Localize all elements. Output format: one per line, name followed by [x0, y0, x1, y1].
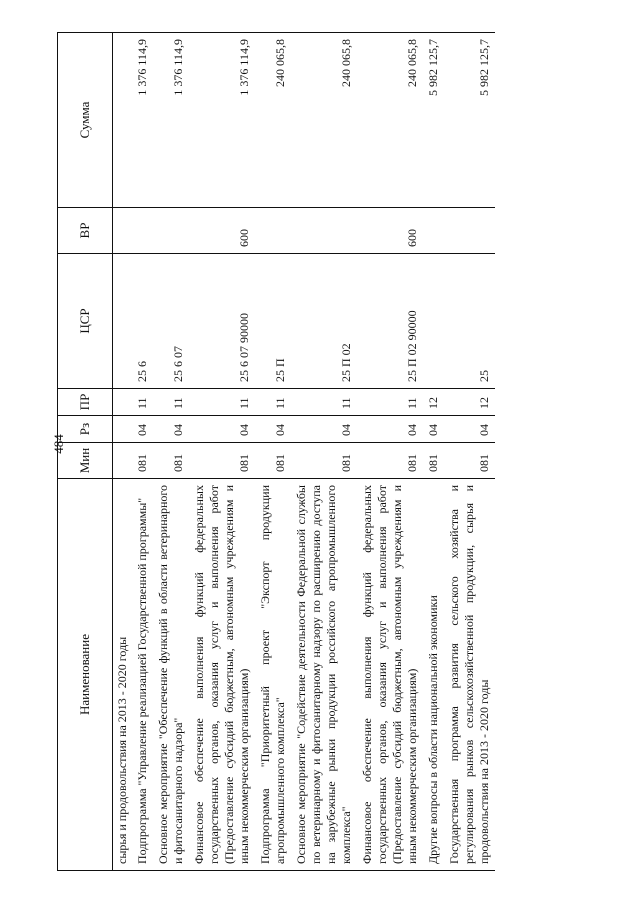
row-name: Государственная программа развития сельского хозяйства и регулирования рынков сельскохозяйственной продукции, сырья и продовольствия на 2013 - 2020 годы — [444, 479, 495, 871]
row-pr: 11 — [255, 389, 291, 416]
row-csr: 25 — [444, 254, 495, 389]
table-row — [113, 33, 133, 871]
row-pr: 11 — [132, 389, 153, 416]
row-name: Основное мероприятие "Содействие деятельности Федеральной службы по ветеринарному и фитосанитарному надзору по расширению доступа на зарубежные рынки продукции российского агропромышленного комплекса" — [291, 479, 357, 871]
row-min: 081 — [255, 443, 291, 479]
row-rz: 04 — [153, 416, 189, 443]
table-row — [291, 33, 357, 871]
row-sum: 1 376 114,9 — [153, 33, 189, 208]
row-sum: 5 982 125,7 — [444, 33, 495, 208]
row-csr: 25 П 02 90000 — [357, 254, 423, 389]
col-header-pr: ПР — [58, 389, 113, 416]
col-header-name: Наименование — [58, 479, 113, 871]
row-pr: 11 — [189, 389, 255, 416]
row-sum: 1 376 114,9 — [132, 33, 153, 208]
col-header-rz: Рз — [58, 416, 113, 443]
row-min: 081 — [189, 443, 255, 479]
table-header-row — [58, 33, 113, 871]
budget-table — [57, 32, 495, 871]
row-rz: 04 — [357, 416, 423, 443]
row-csr: 25 6 07 90000 — [189, 254, 255, 389]
row-csr: 25 П 02 — [291, 254, 357, 389]
row-name: Финансовое обеспечение выполнения функций федеральных государственных органов, оказания услуг и выполнения работ (Предоставление субсидий бюджетным, автономным учреждениям и иным некоммерческим организациям) — [357, 479, 423, 871]
table-row — [255, 33, 291, 871]
col-header-min: Мин — [58, 443, 113, 479]
row-sum: 5 982 125,7 — [423, 33, 444, 208]
row-sum: 240 065,8 — [291, 33, 357, 208]
row-min: 081 — [444, 443, 495, 479]
row-csr: 25 П — [255, 254, 291, 389]
row-min: 081 — [132, 443, 153, 479]
row-csr: 25 6 — [132, 254, 153, 389]
row-name: Подпрограмма "Управление реализацией Государственной программы" — [132, 479, 153, 871]
row-rz: 04 — [423, 416, 444, 443]
row-min: 081 — [357, 443, 423, 479]
row-rz: 04 — [189, 416, 255, 443]
col-header-csr: ЦСР — [58, 254, 113, 389]
row-vr — [153, 208, 189, 254]
table-row — [189, 33, 255, 871]
row-rz: 04 — [132, 416, 153, 443]
continuation-text: сырья и продовольствия на 2013 - 2020 годы — [113, 479, 133, 871]
row-min: 081 — [423, 443, 444, 479]
row-csr: 25 6 07 — [153, 254, 189, 389]
table-row — [132, 33, 153, 871]
table-row — [153, 33, 189, 871]
table-row — [357, 33, 423, 871]
page-number: 484 — [51, 434, 66, 454]
table-row — [423, 33, 444, 871]
row-name: Финансовое обеспечение выполнения функций федеральных государственных органов, оказания услуг и выполнения работ (Предоставление субсидий бюджетным, автономным учреждениям и иным некоммерческим организациям) — [189, 479, 255, 871]
row-rz: 04 — [291, 416, 357, 443]
row-sum: 1 376 114,9 — [189, 33, 255, 208]
rotated-page — [57, 33, 595, 871]
row-sum: 240 065,8 — [255, 33, 291, 208]
row-csr — [423, 254, 444, 389]
row-pr: 12 — [423, 389, 444, 416]
row-vr — [255, 208, 291, 254]
row-pr: 11 — [153, 389, 189, 416]
row-vr — [132, 208, 153, 254]
table-row — [444, 33, 495, 871]
row-pr: 11 — [357, 389, 423, 416]
row-min: 081 — [153, 443, 189, 479]
col-header-vr: ВР — [58, 208, 113, 254]
row-pr: 12 — [444, 389, 495, 416]
col-header-sum: Сумма — [58, 33, 113, 208]
row-rz: 04 — [444, 416, 495, 443]
row-name: Другие вопросы в области национальной экономики — [423, 479, 444, 871]
row-vr — [444, 208, 495, 254]
row-pr: 11 — [291, 389, 357, 416]
row-name: Основное мероприятие "Обеспечение функций в области ветеринарного и фитосанитарного надзора" — [153, 479, 189, 871]
row-vr — [291, 208, 357, 254]
row-vr: 600 — [189, 208, 255, 254]
row-rz: 04 — [255, 416, 291, 443]
row-min: 081 — [291, 443, 357, 479]
row-vr — [423, 208, 444, 254]
row-name: Подпрограмма "Приоритетный проект "Экспорт продукции агропромышленного комплекса" — [255, 479, 291, 871]
row-sum: 240 065,8 — [357, 33, 423, 208]
row-vr: 600 — [357, 208, 423, 254]
